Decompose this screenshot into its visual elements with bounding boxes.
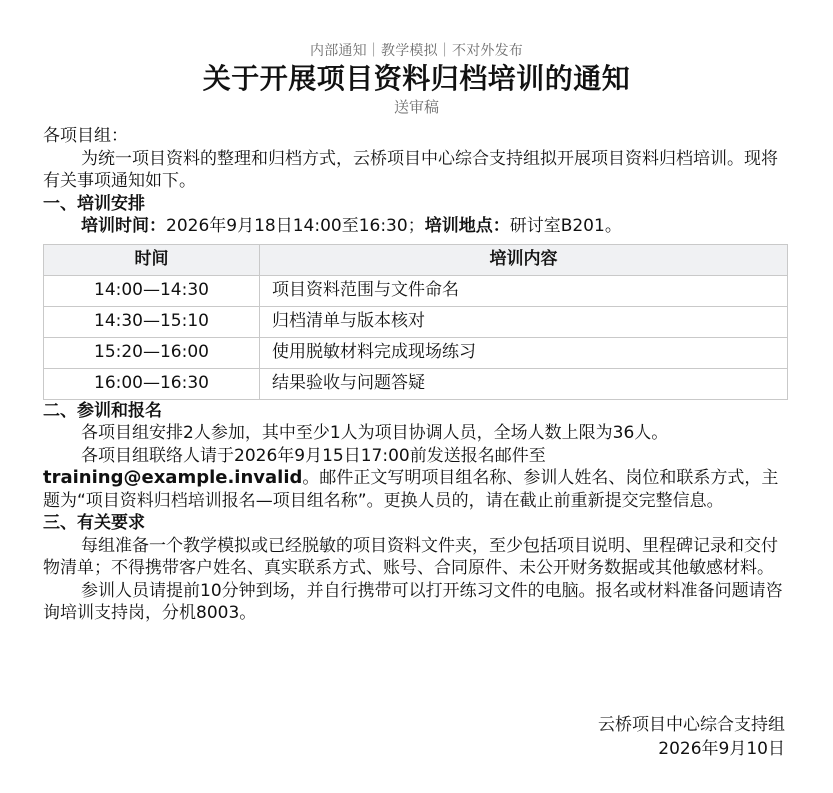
row-topic: 项目资料范围与文件命名	[260, 275, 788, 306]
row-time: 14:30—15:10	[44, 306, 260, 337]
column-header-topic: 培训内容	[260, 244, 788, 275]
registration-suffix: 。邮件正文写明项目组名称、参训人姓名、岗位和联系方式，主题为“项目资料归档培训报名—项目组名称”。更换人员的，请在截止前重新提交完整信息。	[43, 468, 779, 511]
row-time: 16:00—16:30	[44, 368, 260, 399]
addressee: 各项目组：	[43, 126, 128, 146]
row-topic: 归档清单与版本核对	[260, 306, 788, 337]
schedule-header-row	[44, 244, 788, 275]
schedule-table	[43, 244, 788, 400]
signature-org: 云桥项目中心综合支持组	[598, 715, 785, 735]
email-address[interactable]: training@example.invalid	[43, 467, 303, 488]
signature-date: 2026年9月10日	[658, 739, 785, 759]
table-row	[44, 337, 788, 368]
draft-status: 送审稿	[393, 98, 439, 116]
time-place-line	[43, 215, 788, 238]
signature-block	[598, 713, 785, 761]
table-row	[44, 306, 788, 337]
section-heading-arrangement: 一、培训安排	[43, 193, 145, 214]
column-header-time: 时间	[44, 244, 260, 275]
place-value: 研讨室B201。	[509, 216, 622, 236]
time-value: 2026年9月18日14:00至16:30；	[166, 216, 425, 236]
registration-prefix: 各项目组联络人请于2026年9月15日17:00前发送报名邮件至	[81, 445, 546, 466]
place-label: 培训地点：	[424, 216, 510, 236]
intro-paragraph: 为统一项目资料的整理和归档方式，云桥项目中心综合支持组拟开展项目资料归档培训。现将有关事项通知如下。	[43, 148, 778, 191]
registration-paragraph-1: 各项目组安排2人参加，其中至少1人为项目协调人员，全场人数上限为36人。	[81, 423, 669, 443]
requirements-paragraph-2: 参训人员请提前10分钟到场，并自行携带可以打开练习文件的电脑。报名或材料准备问题请咨询培训支持岗，分机8003。	[43, 580, 783, 623]
row-time: 15:20—16:00	[44, 337, 260, 368]
row-time: 14:00—14:30	[44, 275, 260, 306]
row-topic: 使用脱敏材料完成现场练习	[260, 337, 788, 368]
section-heading-requirements: 三、有关要求	[43, 513, 145, 533]
row-topic: 结果验收与问题答疑	[260, 368, 788, 399]
notice-body	[43, 125, 788, 625]
requirements-paragraph-1: 每组准备一个教学模拟或已经脱敏的项目资料文件夹，至少包括项目说明、里程碑记录和交付物清单；不得携带客户姓名、真实联系方式、账号、合同原件、未公开财务数据或其他敏感材料。	[43, 535, 778, 578]
table-row	[44, 368, 788, 399]
table-row	[44, 275, 788, 306]
classification-line: 内部通知｜教学模拟｜不对外发布	[310, 43, 523, 59]
section-heading-registration: 二、参训和报名	[43, 400, 162, 421]
time-label: 培训时间：	[81, 216, 166, 236]
registration-paragraph-2	[43, 445, 788, 513]
page-title: 关于开展项目资料归档培训的通知	[202, 62, 631, 95]
